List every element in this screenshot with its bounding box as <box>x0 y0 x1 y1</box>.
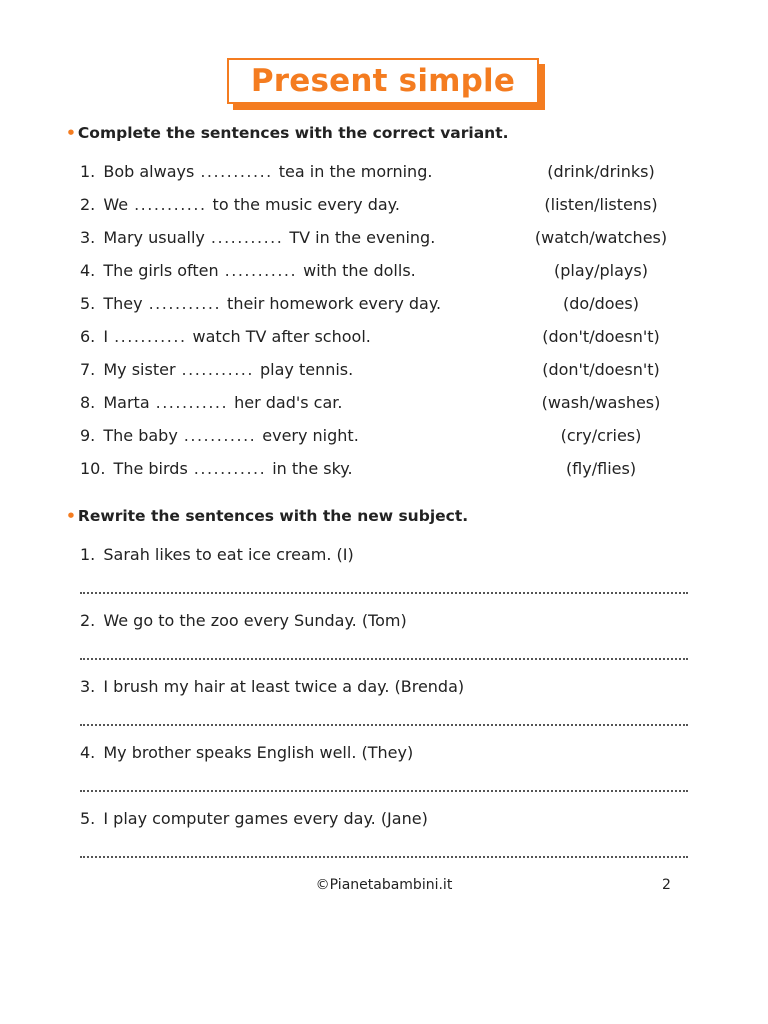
exercise2-item <box>80 807 428 831</box>
exercise1-item <box>80 226 435 250</box>
answer-blank[interactable]: ........... <box>134 195 207 214</box>
answer-line[interactable] <box>80 724 688 726</box>
sentence-start: My sister <box>103 360 176 379</box>
answer-blank[interactable]: ........... <box>183 426 257 445</box>
sentence-end: tea in the morning. <box>278 162 433 181</box>
new-subject: (Brenda) <box>394 677 465 696</box>
item-number: 5. <box>80 809 96 828</box>
sentence-text: My brother speaks English well. <box>103 743 357 762</box>
sentence-text: Sarah likes to eat ice cream. <box>103 545 332 564</box>
sentence-start: Mary usually <box>103 228 205 247</box>
answer-blank[interactable]: ........... <box>181 360 254 379</box>
new-subject: (I) <box>336 545 354 564</box>
item-number: 2. <box>80 195 96 214</box>
answer-options: (listen/listens) <box>544 195 658 214</box>
sentence-end: her dad's car. <box>234 393 343 412</box>
sentence-end: in the sky. <box>272 459 353 478</box>
answer-options: (cry/cries) <box>560 426 642 445</box>
sentence-end: to the music every day. <box>212 195 400 214</box>
exercise2-item <box>80 609 407 633</box>
sentence-end: their homework every day. <box>227 294 442 313</box>
bullet-icon: • <box>66 124 76 142</box>
new-subject: (Jane) <box>380 809 428 828</box>
exercise2-item <box>80 675 464 699</box>
exercise1-item <box>80 325 371 349</box>
page-number: 2 <box>662 877 671 893</box>
exercise1-item <box>80 292 441 316</box>
exercise1-item <box>80 391 342 415</box>
item-number: 7. <box>80 360 96 379</box>
exercise1-item <box>80 259 416 283</box>
item-number: 4. <box>80 261 96 280</box>
sentence-start: I <box>103 327 109 346</box>
answer-blank[interactable]: ........... <box>193 459 267 478</box>
sentence-start: The birds <box>113 459 188 478</box>
item-number: 6. <box>80 327 96 346</box>
sentence-text: We go to the zoo every Sunday. <box>103 611 357 630</box>
section1-heading <box>66 124 509 142</box>
section1-heading-text: Complete the sentences with the correct variant. <box>77 124 509 142</box>
title-box <box>227 58 539 104</box>
copyright: ©Pianetabambini.it <box>315 877 453 893</box>
exercise1-item <box>80 160 432 184</box>
sentence-start: The baby <box>103 426 178 445</box>
sentence-end: with the dolls. <box>303 261 416 280</box>
section2-heading-text: Rewrite the sentences with the new subject. <box>77 507 469 525</box>
answer-options: (fly/flies) <box>565 459 637 478</box>
exercise1-item <box>80 457 353 481</box>
item-number: 3. <box>80 677 96 696</box>
item-number: 1. <box>80 162 96 181</box>
answer-blank[interactable]: ........... <box>210 228 284 247</box>
item-number: 9. <box>80 426 96 445</box>
answer-blank[interactable]: ........... <box>148 294 222 313</box>
sentence-start: Bob always <box>103 162 195 181</box>
sentence-start: They <box>103 294 143 313</box>
answer-blank[interactable]: ........... <box>200 162 273 181</box>
sentence-start: We <box>103 195 129 214</box>
sentence-start: Marta <box>103 393 150 412</box>
bullet-icon: • <box>66 507 76 525</box>
title-banner <box>227 58 539 104</box>
answer-options: (don't/doesn't) <box>542 327 660 346</box>
sentence-text: I play computer games every day. <box>103 809 376 828</box>
sentence-end: watch TV after school. <box>192 327 371 346</box>
exercise2-item <box>80 741 413 765</box>
exercise1-item <box>80 193 400 217</box>
page-title: Present simple <box>250 63 516 99</box>
answer-line[interactable] <box>80 790 688 792</box>
answer-options: (do/does) <box>563 294 639 313</box>
answer-options: (play/plays) <box>554 261 648 280</box>
answer-options: (watch/watches) <box>534 228 668 247</box>
sentence-start: The girls often <box>103 261 219 280</box>
answer-line[interactable] <box>80 856 688 858</box>
answer-blank[interactable]: ........... <box>224 261 298 280</box>
exercise1-item <box>80 358 353 382</box>
answer-line[interactable] <box>80 658 688 660</box>
sentence-end: play tennis. <box>259 360 354 379</box>
item-number: 5. <box>80 294 96 313</box>
item-number: 2. <box>80 611 96 630</box>
answer-options: (wash/washes) <box>541 393 661 412</box>
sentence-end: TV in the evening. <box>289 228 436 247</box>
answer-options: (drink/drinks) <box>547 162 655 181</box>
sentence-end: every night. <box>262 426 359 445</box>
section2-heading <box>66 507 468 525</box>
exercise2-item <box>80 543 354 567</box>
answer-blank[interactable]: ........... <box>155 393 229 412</box>
answer-blank[interactable]: ........... <box>114 327 187 346</box>
new-subject: (They) <box>361 743 414 762</box>
item-number: 3. <box>80 228 96 247</box>
item-number: 10. <box>80 459 106 478</box>
answer-options: (don't/doesn't) <box>542 360 660 379</box>
item-number: 4. <box>80 743 96 762</box>
item-number: 8. <box>80 393 96 412</box>
exercise1-item <box>80 424 359 448</box>
answer-line[interactable] <box>80 592 688 594</box>
item-number: 1. <box>80 545 96 564</box>
sentence-text: I brush my hair at least twice a day. <box>103 677 390 696</box>
new-subject: (Tom) <box>361 611 407 630</box>
